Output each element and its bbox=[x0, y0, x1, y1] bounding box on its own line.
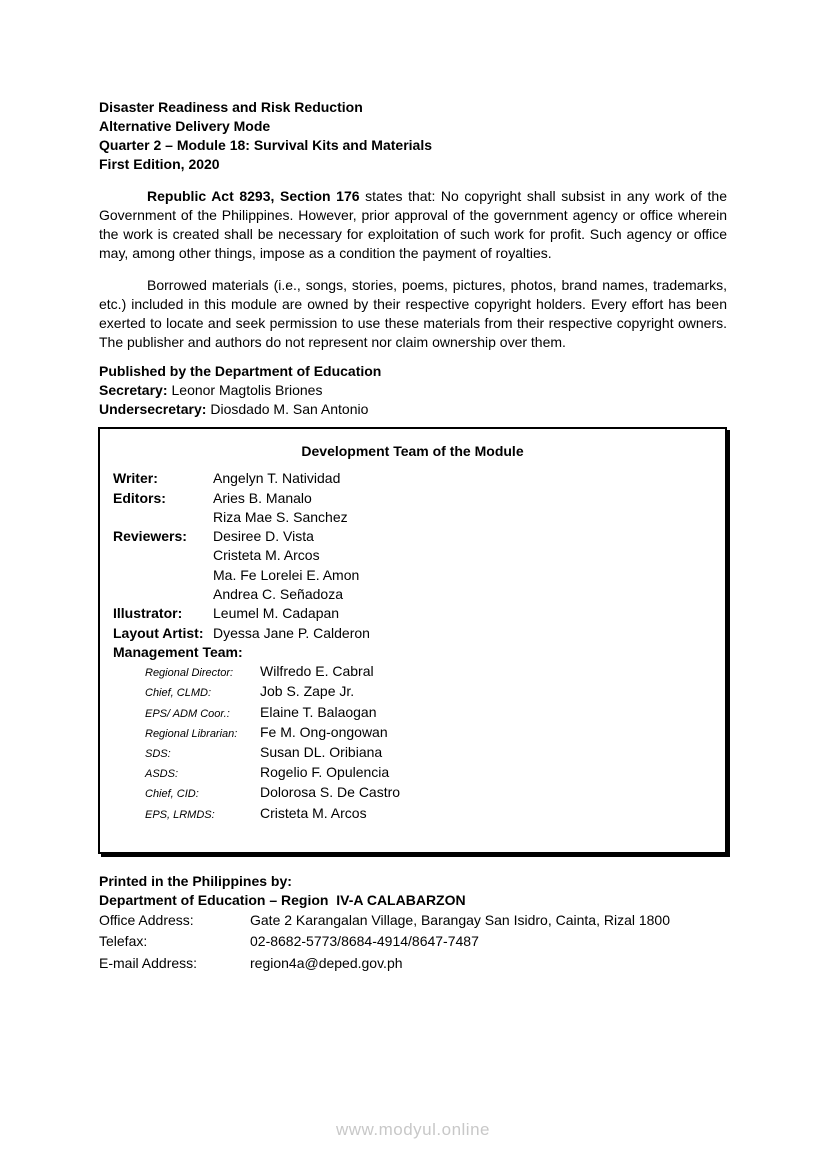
published-by-line: Published by the Department of Education bbox=[99, 363, 382, 379]
publisher-block bbox=[99, 362, 727, 419]
writer-name: Angelyn T. Natividad bbox=[213, 470, 341, 487]
module-header bbox=[99, 98, 727, 174]
reviewers-names bbox=[213, 527, 725, 604]
management-name: Susan DL. Oribiana bbox=[260, 744, 383, 761]
management-name: Job S. Zape Jr. bbox=[260, 683, 355, 700]
reviewer-name: Cristeta M. Arcos bbox=[213, 547, 320, 564]
office-address-label: Office Address: bbox=[99, 911, 194, 928]
republic-act-reference: Republic Act 8293, Section 176 bbox=[147, 188, 360, 204]
copyright-paragraph-1 bbox=[99, 187, 727, 263]
management-name: Dolorosa S. De Castro bbox=[260, 784, 401, 801]
writer-label: Writer: bbox=[113, 470, 158, 487]
development-team-list bbox=[100, 469, 725, 643]
management-role: Regional Librarian: bbox=[145, 727, 238, 740]
module-edition: First Edition, 2020 bbox=[99, 156, 220, 172]
module-title: Quarter 2 – Module 18: Survival Kits and Materials bbox=[99, 137, 432, 153]
module-mode: Alternative Delivery Mode bbox=[99, 118, 271, 134]
telefax-label: Telefax: bbox=[99, 933, 148, 950]
copyright-paragraph-1-text: states that: No copyright shall subsist in any work of the Government of the Philippines. However, prior approval of the government agency or office wherein the work is created shall be necessary for exploitation of such work for profit. Such agency or office may, among other things, impose as a condition the payment of royalties. bbox=[99, 188, 727, 261]
reviewer-name: Ma. Fe Lorelei E. Amon bbox=[213, 566, 360, 583]
management-role: Chief, CID: bbox=[145, 788, 199, 801]
printed-by-block bbox=[99, 872, 727, 975]
management-role: EPS, LRMDS: bbox=[145, 808, 215, 821]
undersecretary-name: Diosdado M. San Antonio bbox=[210, 401, 369, 417]
management-role: SDS: bbox=[145, 748, 171, 761]
office-address-value: Gate 2 Karangalan Village, Barangay San Isidro, Cainta, Rizal 1800 bbox=[250, 911, 671, 928]
layout-artist-name: Dyessa Jane P. Calderon bbox=[213, 624, 370, 641]
undersecretary-line bbox=[99, 400, 727, 419]
management-team-label: Management Team: bbox=[113, 643, 243, 660]
email-address-value: region4a@deped.gov.ph bbox=[250, 954, 403, 971]
secretary-label: Secretary: bbox=[99, 382, 168, 398]
development-team-box bbox=[98, 427, 727, 854]
layout-artist-label: Layout Artist: bbox=[113, 624, 204, 641]
secretary-name: Leonor Magtolis Briones bbox=[171, 382, 323, 398]
site-watermark: www.modyul.online bbox=[335, 1120, 490, 1139]
management-team-list bbox=[145, 662, 725, 824]
reviewers-label: Reviewers: bbox=[113, 528, 187, 545]
management-name: Cristeta M. Arcos bbox=[260, 804, 367, 821]
management-name: Wilfredo E. Cabral bbox=[260, 663, 374, 680]
module-subject: Disaster Readiness and Risk Reduction bbox=[99, 99, 363, 115]
secretary-line bbox=[99, 381, 727, 400]
management-role: ASDS: bbox=[145, 768, 179, 781]
editors-label: Editors: bbox=[113, 489, 166, 506]
illustrator-name: Leumel M. Cadapan bbox=[213, 605, 340, 622]
management-name: Fe M. Ong-ongowan bbox=[260, 723, 388, 740]
telefax-value: 02-8682-5773/8684-4914/8647-7487 bbox=[250, 933, 479, 950]
contact-details bbox=[99, 910, 727, 975]
editor-name: Riza Mae S. Sanchez bbox=[213, 508, 348, 525]
editors-names bbox=[213, 489, 725, 528]
management-role: Chief, CLMD: bbox=[145, 687, 212, 700]
management-name: Rogelio F. Opulencia bbox=[260, 764, 390, 781]
reviewer-name: Andrea C. Señadoza bbox=[213, 586, 343, 603]
email-address-label: E-mail Address: bbox=[99, 954, 198, 971]
editor-name: Aries B. Manalo bbox=[213, 489, 312, 506]
management-name: Elaine T. Balaogan bbox=[260, 703, 377, 720]
management-role: Regional Director: bbox=[145, 667, 234, 680]
management-role: EPS/ ADM Coor.: bbox=[145, 707, 230, 720]
development-team-title: Development Team of the Module bbox=[301, 443, 524, 459]
illustrator-label: Illustrator: bbox=[113, 605, 183, 622]
printed-in-line: Printed in the Philippines by: bbox=[99, 872, 292, 889]
undersecretary-label: Undersecretary: bbox=[99, 401, 207, 417]
printing-office-line: Department of Education – Region IV-A CALABARZON bbox=[99, 891, 466, 908]
copyright-paragraph-2: Borrowed materials (i.e., songs, stories, poems, pictures, photos, brand names, trademarks, etc.) included in this module are owned by their respective copyright holders. Every effort has been exerted to locate and seek permission to use these materials from their respective copyright owners. The publisher and authors do not represent nor claim ownership over them. bbox=[99, 277, 727, 350]
reviewer-name: Desiree D. Vista bbox=[213, 528, 314, 545]
